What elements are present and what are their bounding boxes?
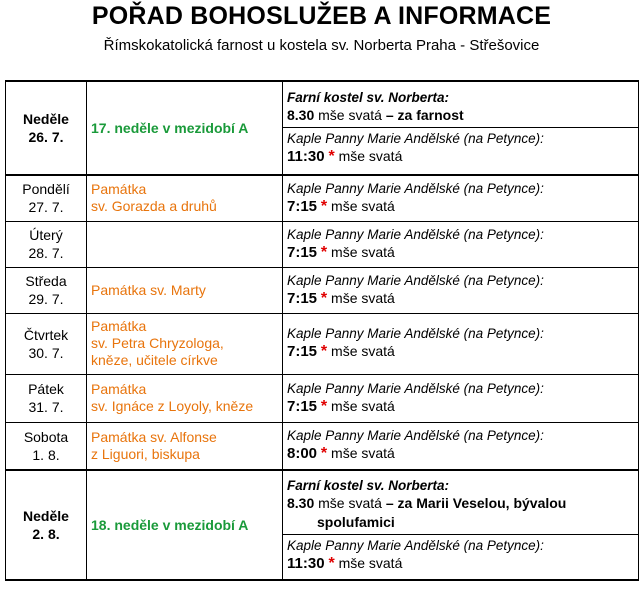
chapel-label: Kaple Panny Marie Andělské (na Petynce):	[287, 131, 544, 146]
mass-label: mše svatá	[331, 397, 395, 414]
star-icon: *	[320, 343, 328, 360]
mass-cell	[283, 422, 639, 470]
mass-line	[287, 147, 634, 166]
day-date: 27. 7.	[28, 199, 64, 216]
feast-text: Památka sv. Alfonse	[91, 428, 217, 445]
chapel-block	[283, 534, 638, 573]
day-cell	[6, 267, 87, 313]
feast-text: sv. Petra Chryzologa,	[91, 335, 224, 351]
mass-label: mše svatá	[331, 289, 395, 306]
feast-text: Památka	[91, 181, 147, 198]
feast-text: 18. neděle v mezidobí A	[91, 516, 249, 533]
chapel-label: Kaple Panny Marie Andělské (na Petynce):	[287, 326, 544, 341]
table-row	[6, 313, 639, 374]
mass-label: mše svatá	[331, 343, 395, 359]
feast-text: Památka	[91, 381, 147, 397]
day-cell	[6, 374, 87, 422]
day-date: 28. 7.	[28, 245, 64, 261]
page-title: POŘAD BOHOSLUŽEB A INFORMACE	[91, 2, 552, 30]
chapel-label: Kaple Panny Marie Andělské (na Petynce):	[287, 380, 544, 396]
parish-church-label: Farní kostel sv. Norberta:	[287, 90, 450, 105]
mass-cell	[283, 267, 639, 313]
star-icon: *	[328, 148, 335, 165]
feast-cell	[87, 267, 283, 313]
day-cell	[6, 422, 87, 470]
feast-text: Památka sv. Marty	[91, 281, 206, 298]
mass-label: mše svatá	[338, 554, 403, 571]
mass-time: 7:15	[287, 343, 318, 360]
feast-cell	[87, 221, 283, 267]
mass-time: 11:30	[287, 148, 325, 165]
mass-time: 8.30	[287, 107, 315, 123]
day-cell	[6, 221, 87, 267]
mass-time: 8.30	[287, 494, 315, 511]
day-date: 29. 7.	[28, 291, 64, 307]
schedule-table	[5, 80, 639, 581]
day-date: 1. 8.	[32, 446, 60, 463]
day-name: Pondělí	[22, 181, 70, 198]
page-subtitle: Římskokatolická farnost u kostela sv. Norberta Praha - Střešovice	[103, 37, 540, 54]
star-icon: *	[320, 289, 328, 307]
chapel-label: Kaple Panny Marie Andělské (na Petynce):	[287, 226, 544, 242]
table-row	[6, 374, 639, 422]
star-icon: *	[320, 197, 328, 215]
feast-text: sv. Ignáce z Loyoly, kněze	[91, 398, 254, 414]
mass-cell	[283, 221, 639, 267]
mass-line	[287, 289, 634, 308]
day-name: Neděle	[23, 111, 69, 127]
mass-label: mše svatá	[318, 107, 382, 123]
star-icon: *	[320, 397, 328, 415]
day-date: 26. 7.	[28, 129, 64, 145]
mass-cell	[283, 81, 639, 175]
mass-time: 7:15	[287, 397, 318, 415]
mass-label: mše svatá	[338, 148, 403, 164]
day-name: Pátek	[28, 381, 64, 397]
mass-line	[287, 106, 634, 125]
mass-label: mše svatá	[331, 445, 395, 462]
mass-line	[287, 243, 634, 262]
mass-cell	[283, 374, 639, 422]
day-cell	[6, 313, 87, 374]
mass-time: 7:15	[287, 197, 318, 215]
star-icon: *	[328, 554, 335, 572]
mass-time: 8:00	[287, 445, 318, 463]
day-cell	[6, 175, 87, 221]
day-name: Neděle	[23, 508, 69, 524]
chapel-label: Kaple Panny Marie Andělské (na Petynce):	[287, 272, 544, 288]
feast-text: sv. Gorazda a druhů	[91, 198, 217, 215]
day-name: Úterý	[29, 227, 63, 243]
star-icon: *	[320, 445, 328, 463]
star-icon: *	[320, 243, 328, 261]
mass-cell	[283, 175, 639, 221]
parish-church-label: Farní kostel sv. Norberta:	[287, 477, 450, 493]
feast-text: kněze, učitele církve	[91, 352, 218, 368]
day-name: Sobota	[23, 428, 69, 445]
mass-line	[287, 444, 634, 463]
day-cell	[6, 470, 87, 580]
feast-cell	[87, 81, 283, 175]
mass-time: 7:15	[287, 243, 318, 261]
mass-label: mše svatá	[331, 197, 395, 214]
feast-cell	[87, 470, 283, 580]
table-row	[6, 470, 639, 580]
feast-text: 17. neděle v mezidobí A	[91, 119, 249, 136]
mass-line	[287, 197, 634, 216]
day-date: 30. 7.	[28, 344, 64, 361]
table-row	[6, 267, 639, 313]
table-row	[6, 81, 639, 175]
mass-line	[287, 494, 634, 513]
mass-intent: – za Marii Veselou, bývalou	[385, 494, 567, 511]
day-cell	[6, 81, 87, 175]
day-name: Středa	[25, 273, 67, 289]
mass-time: 7:15	[287, 289, 318, 307]
mass-label: mše svatá	[318, 494, 382, 511]
day-name: Čtvrtek	[23, 326, 69, 343]
day-date: 2. 8.	[32, 526, 60, 542]
table-row	[6, 422, 639, 470]
feast-cell	[87, 313, 283, 374]
feast-text: z Liguori, biskupa	[91, 445, 200, 462]
mass-intent: – za farnost	[385, 107, 464, 123]
chapel-label: Kaple Panny Marie Andělské (na Petynce):	[287, 537, 544, 553]
feast-cell	[87, 175, 283, 221]
chapel-block	[283, 127, 638, 166]
mass-cell	[283, 470, 639, 580]
chapel-label: Kaple Panny Marie Andělské (na Petynce):	[287, 428, 544, 444]
mass-intent: spolufamici	[317, 513, 395, 530]
mass-line	[287, 554, 634, 573]
feast-text: Památka	[91, 318, 147, 334]
mass-label: mše svatá	[331, 243, 395, 260]
mass-line	[287, 342, 634, 361]
mass-cell	[283, 313, 639, 374]
table-row	[6, 221, 639, 267]
chapel-label: Kaple Panny Marie Andělské (na Petynce):	[287, 180, 544, 196]
mass-line	[287, 397, 634, 416]
feast-cell	[87, 374, 283, 422]
mass-time: 11:30	[287, 554, 325, 572]
table-row	[6, 175, 639, 221]
feast-cell	[87, 422, 283, 470]
day-date: 31. 7.	[28, 399, 64, 415]
